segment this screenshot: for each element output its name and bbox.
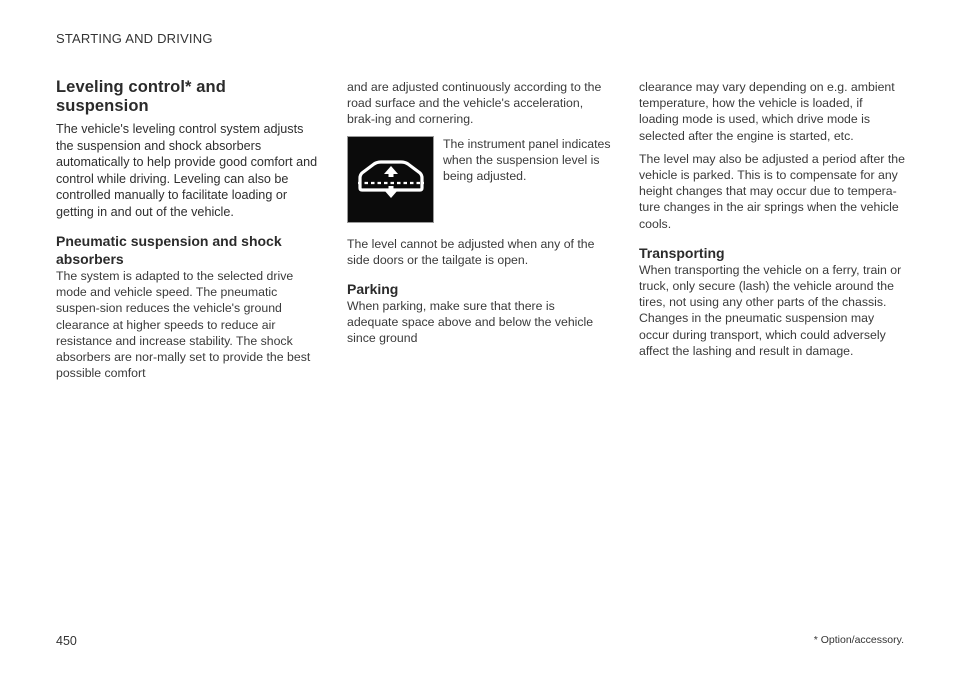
intro-paragraph: The vehicle's leveling control system adjusts the suspension and shock absorbers automatically to help provide good comfort and control while driving. Leveling can also be controlled manually to facilitate loading or getting in and out of the vehicle. <box>56 122 318 219</box>
adjust-note: The level cannot be adjusted when any of the side doors or the tailgate is open. <box>347 236 595 267</box>
pneumatic-body: The system is adapted to the selected drive mode and vehicle speed. The pneumatic suspen-sion reduces the vehicle's ground clearance at higher speeds to reduce air resistance and increase stability. The shock absorbers are nor-mally set to provide the best possible comfort <box>56 269 311 381</box>
subheading-parking: Parking <box>347 281 399 298</box>
parking-body: When parking, make sure that there is adequate space above and below the vehicle since ground <box>347 299 594 346</box>
figure-row <box>347 136 609 236</box>
continued-clearance: clearance may vary depending on e.g. ambient temperature, how the vehicle is loaded, if loading mode is used, which drive mode is selected after the engine is started, etc. <box>639 80 895 143</box>
figure-caption: The instrument panel indicates when the suspension level is being adjusted. <box>443 136 611 184</box>
column-3 <box>639 79 905 359</box>
continued-paragraph: and are adjusted continuously according to the road surface and the vehicle's acceleration, brak-ing and cornering. <box>347 80 602 127</box>
section-header: STARTING AND DRIVING <box>56 31 213 46</box>
page-title: Leveling control* and suspension <box>56 78 226 115</box>
suspension-level-icon <box>347 136 434 223</box>
subheading-transporting: Transporting <box>639 244 725 261</box>
column-2 <box>347 79 609 347</box>
subheading-pneumatic: Pneumatic suspension and shock absorbers <box>56 233 282 267</box>
suspension-level-icon-graphic <box>348 137 433 222</box>
transport-body: When transporting the vehicle on a ferry, train or truck, only secure (lash) the vehicle around the tires, not using any other parts of the chassis. Changes in the pneumatic suspension may occur during transport, which could adversely affect the lashing and result in damage. <box>639 262 902 358</box>
level-adjust-paragraph: The level may also be adjusted a period after the vehicle is parked. This is to compensate for any height changes that may occur due to tempera-ture changes in the air springs when the vehicle cools. <box>639 151 905 231</box>
page-number: 450 <box>56 634 77 648</box>
column-1 <box>56 78 318 381</box>
footnote: * Option/accessory. <box>813 634 904 646</box>
